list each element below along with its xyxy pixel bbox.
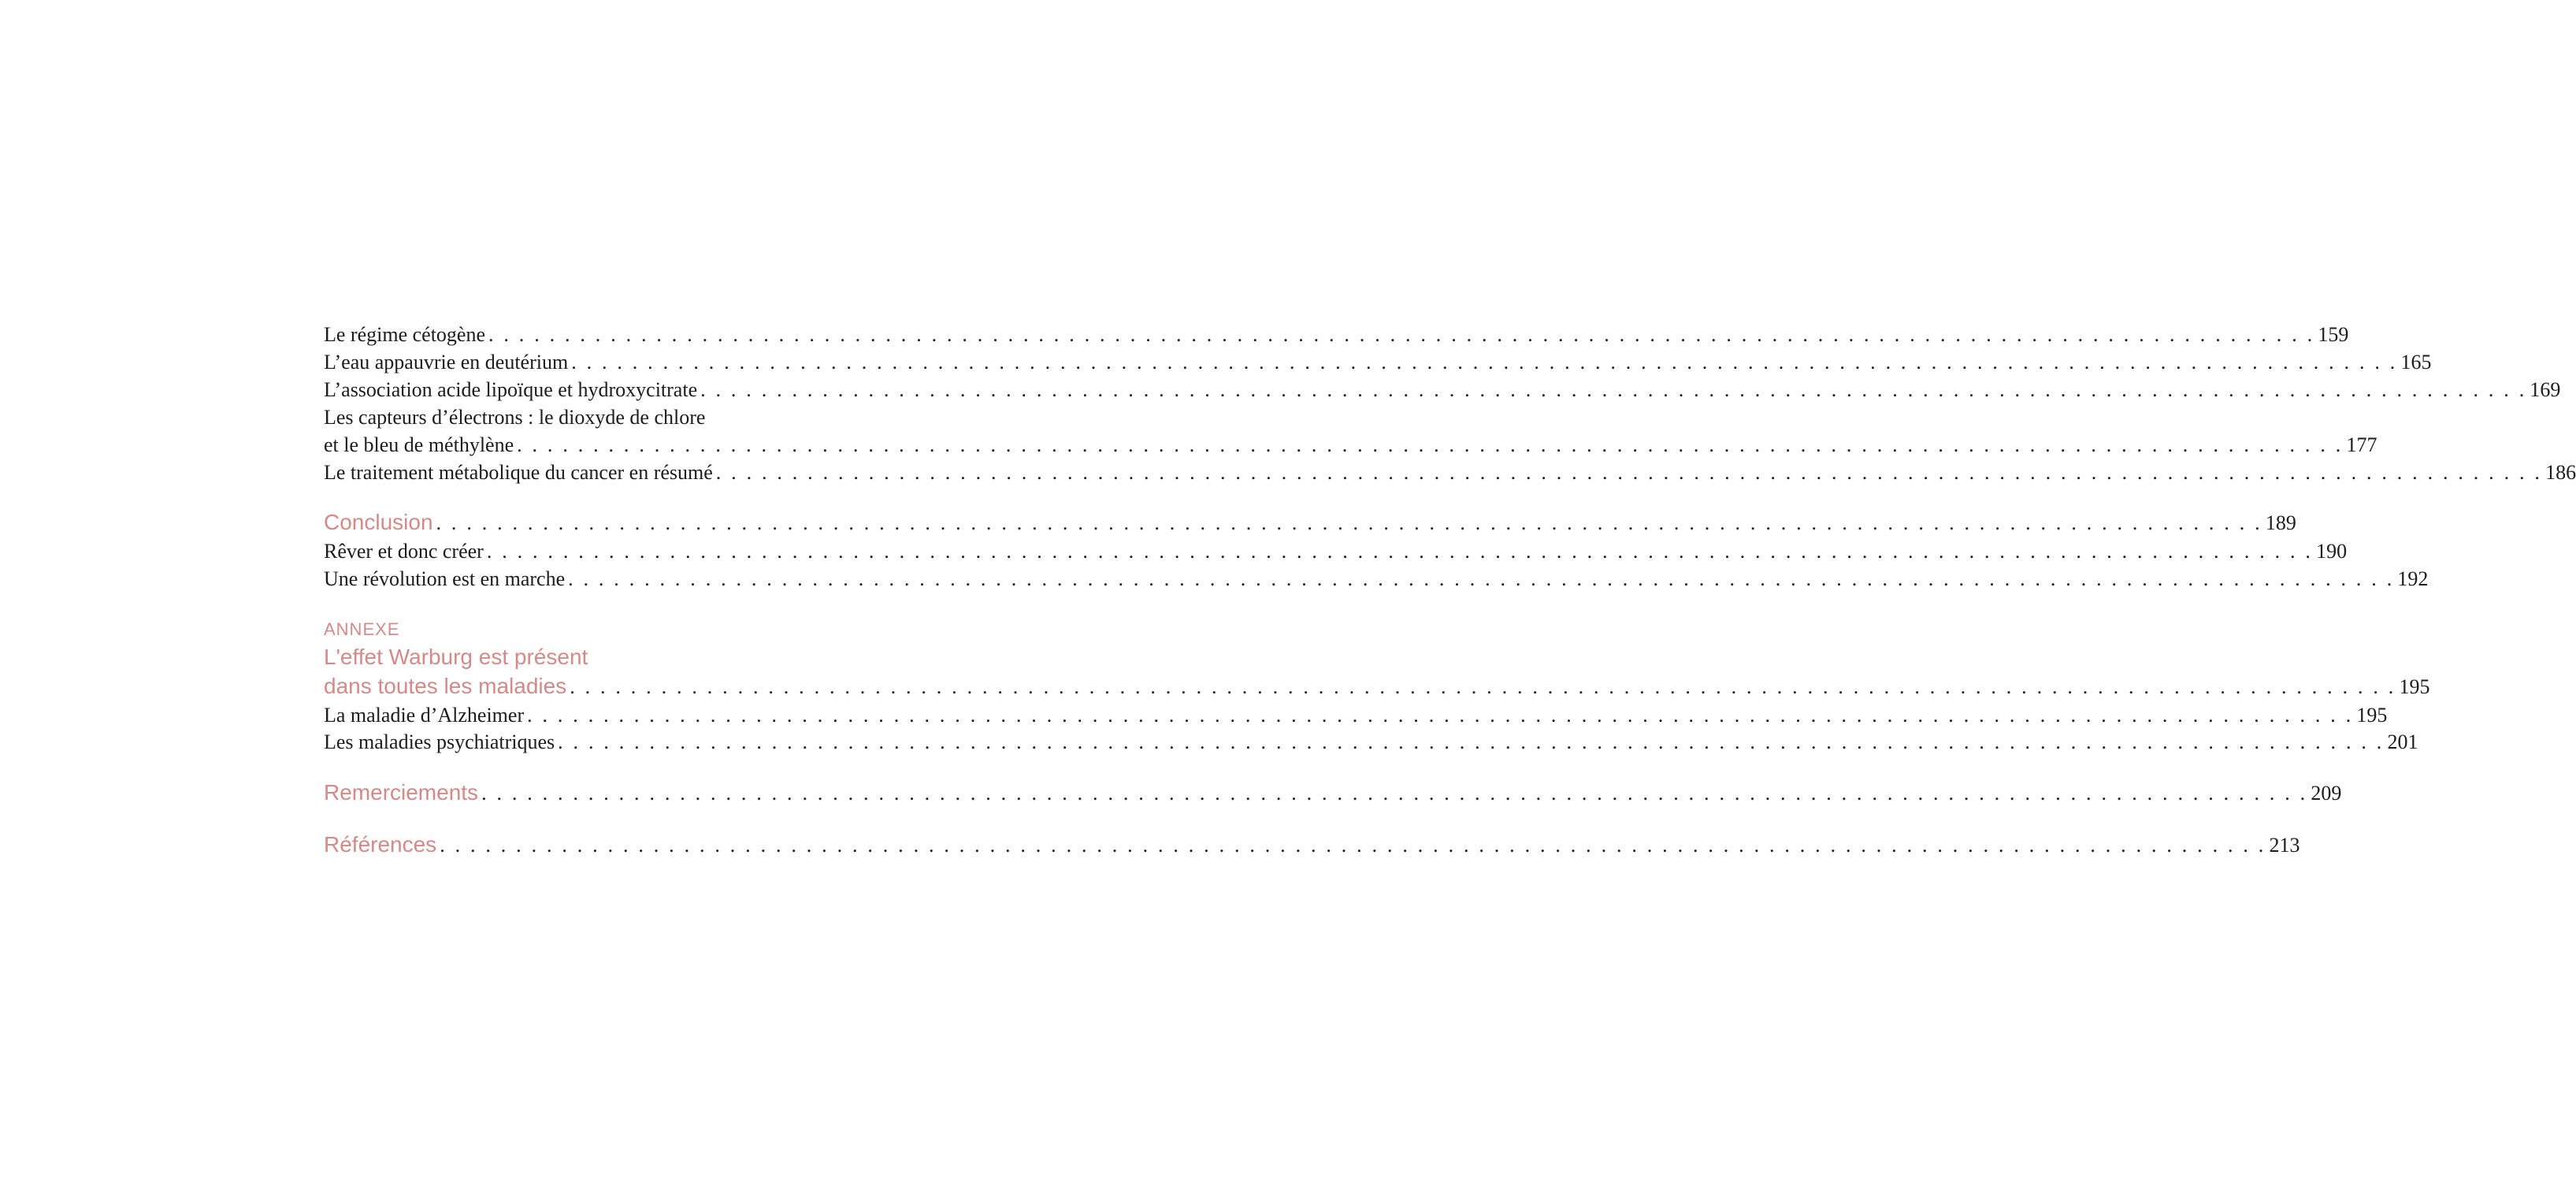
toc-entry-label: L’eau appauvrie en deutérium bbox=[324, 351, 569, 374]
dot-leader: . . . . . . . . . . . . . . . . . . . . . . . . . . . . . . . . . . . . . . . . . . . . . . . . . . . . . . . . . . . . . . . . . . . . . . . . . . . . . . . . . . . . . . . . . . . . . . . . . . . . . . . . . . . . . . . . . . . . . . . . bbox=[715, 461, 2543, 484]
toc-entry-page: 169 bbox=[2530, 378, 2561, 401]
toc-entry-page: 209 bbox=[2311, 782, 2342, 805]
toc-entry-page: 159 bbox=[2318, 323, 2349, 346]
dot-leader: . . . . . . . . . . . . . . . . . . . . . . . . . . . . . . . . . . . . . . . . . . . . . . . . . . . . . . . . . . . . . . . . . . . . . . . . . . . . . . . . . . . . . . . . . . . . . . . . . . . . . . . . . . . . . . . . . . . . . . . . bbox=[440, 834, 2266, 857]
toc-entry[interactable] bbox=[324, 321, 2349, 349]
toc-entry-page: 177 bbox=[2346, 433, 2377, 456]
dot-leader: . . . . . . . . . . . . . . . . . . . . . . . . . . . . . . . . . . . . . . . . . . . . . . . . . . . . . . . . . . . . . . . . . . . . . . . . . . . . . . . . . . . . . . . . . . . . . . . . . . . . . . . . . . . . . . . . . . . . . . . . bbox=[558, 730, 2385, 753]
toc-entry-label: Une révolution est en marche bbox=[324, 567, 566, 590]
toc-entry[interactable] bbox=[324, 348, 2432, 377]
toc-entry-label: L'effet Warburg est présent bbox=[324, 645, 588, 669]
toc-entry[interactable] bbox=[324, 643, 859, 671]
toc-entry[interactable] bbox=[324, 701, 2388, 730]
toc-entry-label: L’association acide lipoïque et hydroxycitrate bbox=[324, 378, 698, 401]
toc-entry-page: 201 bbox=[2387, 730, 2418, 753]
toc-entry[interactable] bbox=[324, 779, 2342, 807]
toc-entry[interactable] bbox=[324, 565, 2429, 593]
toc-entry-label: dans toutes les maladies bbox=[324, 674, 567, 698]
toc-entry-label: Références bbox=[324, 832, 437, 857]
toc-entry-page: 165 bbox=[2400, 351, 2432, 374]
dot-leader: . . . . . . . . . . . . . . . . . . . . . . . . . . . . . . . . . . . . . . . . . . . . . . . . . . . . . . . . . . . . . . . . . . . . . . . . . . . . . . . . . . . . . . . . . . . . . . . . . . . . . . . . . . . . . . . . . . . . . . . . bbox=[571, 351, 2398, 374]
toc-entry-label: Les maladies psychiatriques bbox=[324, 730, 555, 753]
toc-entry[interactable] bbox=[324, 508, 2296, 537]
toc-entry[interactable] bbox=[324, 831, 2300, 859]
toc-entry-label: La maladie d’Alzheimer bbox=[324, 704, 525, 727]
toc-entry-label: et le bleu de méthylène bbox=[324, 433, 514, 456]
toc-entry-page: 190 bbox=[2316, 540, 2348, 563]
toc-entry-page: 213 bbox=[2269, 834, 2300, 857]
dot-leader: . . . . . . . . . . . . . . . . . . . . . . . . . . . . . . . . . . . . . . . . . . . . . . . . . . . . . . . . . . . . . . . . . . . . . . . . . . . . . . . . . . . . . . . . . . . . . . . . . . . . . . . . . . . . . . . . . . . . . . . . bbox=[436, 511, 2262, 534]
toc-entry-label: Le régime cétogène bbox=[324, 323, 485, 346]
dot-leader: . . . . . . . . . . . . . . . . . . . . . . . . . . . . . . . . . . . . . . . . . . . . . . . . . . . . . . . . . . . . . . . . . . . . . . . . . . . . . . . . . . . . . . . . . . . . . . . . . . . . . . . . . . . . . . . . . . . . . . . . bbox=[570, 675, 2396, 698]
toc-entry[interactable] bbox=[324, 431, 2377, 459]
toc-entry-page: 195 bbox=[2356, 704, 2388, 727]
dot-leader: . . . . . . . . . . . . . . . . . . . . . . . . . . . . . . . . . . . . . . . . . . . . . . . . . . . . . . . . . . . . . . . . . . . . . . . . . . . . . . . . . . . . . . . . . . . . . . . . . . . . . . . . . . . . . . . . . . . . . . . . bbox=[568, 567, 2395, 590]
toc-entry[interactable] bbox=[324, 376, 2561, 404]
dot-leader: . . . . . . . . . . . . . . . . . . . . . . . . . . . . . . . . . . . . . . . . . . . . . . . . . . . . . . . . . . . . . . . . . . . . . . . . . . . . . . . . . . . . . . . . . . . . . . . . . . . . . . . . . . . . . . . . . . . . . . . . bbox=[517, 433, 2344, 456]
dot-leader: . . . . . . . . . . . . . . . . . . . . . . . . . . . . . . . . . . . . . . . . . . . . . . . . . . . . . . . . . . . . . . . . . . . . . . . . . . . . . . . . . . . . . . . . . . . . . . . . . . . . . . . . . . . . . . . . . . . . . . . . bbox=[527, 704, 2354, 727]
toc-entry[interactable] bbox=[324, 728, 2418, 756]
toc-entry-label: Conclusion bbox=[324, 510, 433, 534]
toc-entry-page: 186 bbox=[2545, 461, 2576, 484]
annexe-label: ANNEXE bbox=[324, 619, 400, 639]
toc-entry-page: 189 bbox=[2265, 511, 2296, 534]
dot-leader: . . . . . . . . . . . . . . . . . . . . . . . . . . . . . . . . . . . . . . . . . . . . . . . . . . . . . . . . . . . . . . . . . . . . . . . . . . . . . . . . . . . . . . . . . . . . . . . . . . . . . . . . . . . . . . . . . . . . . . . . bbox=[481, 782, 2308, 805]
toc-entry[interactable] bbox=[324, 459, 2576, 487]
toc-entry-label: Remerciements bbox=[324, 780, 479, 805]
dot-leader: . . . . . . . . . . . . . . . . . . . . . . . . . . . . . . . . . . . . . . . . . . . . . . . . . . . . . . . . . . . . . . . . . . . . . . . . . . . . . . . . . . . . . . . . . . . . . . . . . . . . . . . . . . . . . . . . . . . . . . . . bbox=[486, 540, 2314, 563]
toc-entry[interactable] bbox=[324, 672, 2430, 701]
toc-entry-label: Les capteurs d’électrons : le dioxyde de chlore bbox=[324, 406, 706, 429]
toc-entry[interactable] bbox=[324, 403, 859, 432]
toc-entry-page: 195 bbox=[2399, 675, 2430, 698]
dot-leader: . . . . . . . . . . . . . . . . . . . . . . . . . . . . . . . . . . . . . . . . . . . . . . . . . . . . . . . . . . . . . . . . . . . . . . . . . . . . . . . . . . . . . . . . . . . . . . . . . . . . . . . . . . . . . . . . . . . . . . . . bbox=[488, 323, 2315, 346]
toc-entry-page: 192 bbox=[2397, 567, 2429, 590]
toc-entry-label: Rêver et donc créer bbox=[324, 540, 484, 563]
toc-entry[interactable] bbox=[324, 537, 2348, 566]
dot-leader: . . . . . . . . . . . . . . . . . . . . . . . . . . . . . . . . . . . . . . . . . . . . . . . . . . . . . . . . . . . . . . . . . . . . . . . . . . . . . . . . . . . . . . . . . . . . . . . . . . . . . . . . . . . . . . . . . . . . . . . . bbox=[700, 378, 2527, 401]
toc-entry-label: Le traitement métabolique du cancer en résumé bbox=[324, 461, 713, 484]
